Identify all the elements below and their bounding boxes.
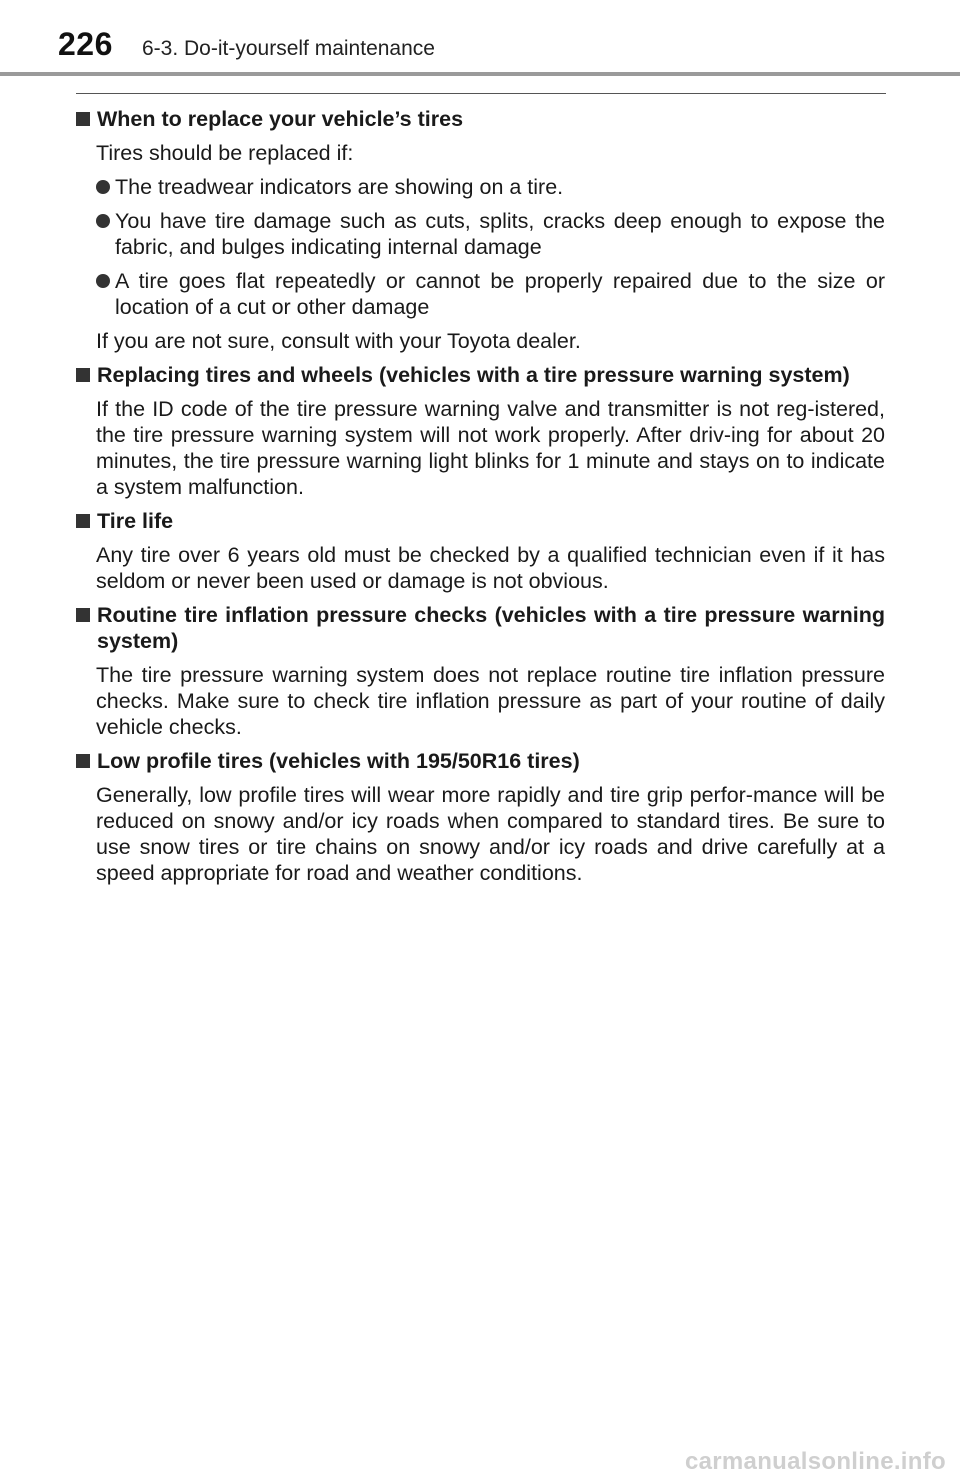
page-header	[0, 0, 960, 78]
watermark: carmanualsonline.info	[684, 1448, 946, 1475]
content-divider	[76, 93, 886, 94]
square-bullet-icon	[76, 368, 90, 382]
section-body: The tire pressure warning system does not replace routine tire inflation pressure checks. Make sure to check tire inflation pressure as part of your routine of daily vehicle checks.	[96, 663, 885, 739]
page-content	[76, 106, 885, 894]
page-number: 226	[58, 26, 113, 62]
round-bullet-icon	[96, 180, 110, 194]
round-bullet-icon	[96, 214, 110, 228]
round-bullet-icon	[96, 274, 110, 288]
square-bullet-icon	[76, 112, 90, 126]
square-bullet-icon	[76, 514, 90, 528]
square-bullet-icon	[76, 754, 90, 768]
section-body: If the ID code of the tire pressure warning valve and transmitter is not reg-istered, the tire pressure warning system will not work properly. After driv-ing for about 20 minutes, the tire pressure warning light blinks for 1 minute and stays on to indicate a system malfunction.	[96, 397, 885, 499]
section-body: Any tire over 6 years old must be checked by a qualified technician even if it has seldom or never been used or damage is not obvious.	[96, 543, 885, 593]
section-heading: Low profile tires (vehicles with 195/50R16 tires)	[76, 748, 885, 774]
list-item: A tire goes flat repeatedly or cannot be properly repaired due to the size or location of a cut or other damage	[76, 268, 885, 320]
section-when-to-replace	[76, 106, 885, 354]
section-heading: Routine tire inflation pressure checks (vehicles with a tire pressure warning system)	[76, 602, 885, 654]
square-bullet-icon	[76, 608, 90, 622]
list-item: You have tire damage such as cuts, splits, cracks deep enough to expose the fabric, and bulges indicating internal damage	[76, 208, 885, 260]
section-intro: Tires should be replaced if:	[96, 141, 354, 165]
section-body: Generally, low profile tires will wear more rapidly and tire grip perfor-mance will be reduced on snowy and/or icy roads when compared to standard tires. Be sure to use snow tires or tire chains on snowy and/or icy roads and drive carefully at a speed appropriate for road and weather conditions.	[96, 783, 885, 885]
section-tire-life	[76, 508, 885, 594]
list-item: The treadwear indicators are showing on a tire.	[76, 174, 885, 200]
section-replacing-tires-wheels	[76, 362, 885, 500]
section-routine-pressure-checks	[76, 602, 885, 740]
section-low-profile-tires	[76, 748, 885, 886]
section-heading: When to replace your vehicle’s tires	[76, 106, 885, 132]
section-heading: Tire life	[76, 508, 885, 534]
section-title: 6-3. Do-it-yourself maintenance	[142, 37, 435, 60]
section-outro: If you are not sure, consult with your Toyota dealer.	[96, 329, 581, 353]
header-divider	[0, 72, 960, 76]
section-heading: Replacing tires and wheels (vehicles with a tire pressure warning system)	[76, 362, 885, 388]
